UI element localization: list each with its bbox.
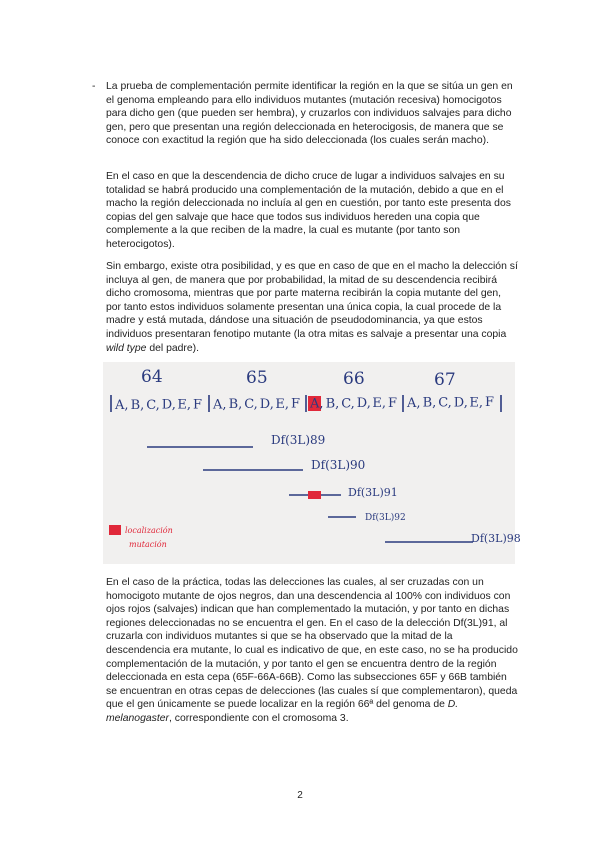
subsection-letter: D,: [259, 396, 274, 412]
species-name: D. melanogaster: [106, 699, 459, 724]
region-number-64: 64: [141, 367, 163, 387]
paragraph-text: En el caso de la práctica, todas las delecciones las cuales, al ser cruzadas con un homocigoto mutante de ojos negros, dan una descendencia al 100% con individuos con ojos rojos (salvajes) indican que han complementado la mutación, y por tanto en dichas regiones deleccionadas no se encuentra el gen. En el caso de la delección Df(3L)91, al cruzarla con individuos mutantes si que se ha observado que la mitad de la descendencia era mutante, lo cual es indicativo de que, en este caso, no se ha producido complementación de la mutación, y por tanto el gen se encuentra dentro de la región deleccionada en esta cepa (65F-66A-66B). Como las subsecciones 65F y 66B también se encuentran en otras cepas de delecciones (las cuales sí que complementaron), queda que el gen únicamente se puede localizar en la región 66ª del genoma de: [106, 577, 518, 711]
bullet-marker: -: [92, 81, 96, 92]
paragraph-wild-type-offspring: En el caso en que la descendencia de dicho cruce de lugar a individuos salvajes en su totalidad se habrá producido una complementación de la mutación, debido a que en el macho la región deleccionada no incluía al gen en cuestión, por tanto este presenta dos copias del gen salvaje que hace que todos sus individuos hereden una copia que complemente a la que reciben de la madre, la cual es mutante (por tanto son heterocigotos).: [106, 171, 511, 250]
subsection-letter: D,: [453, 395, 468, 411]
deletion-label-91: Df(3L)91: [348, 486, 398, 499]
paragraph-complementation-test: La prueba de complementación permite identificar la región en la que se sitúa un gen en el genoma empleando para ello individuos mutantes (mutación recesiva) homocigotos para dicho gen (que pueden ser hembra), y cruzarlos con individuos salvajes para dicho gen, pero que presentan una región deleccionada en heterocigosis, de manera que se conoce con exactitud la región que ha sido deleccionada (los cuales serán macho).: [106, 81, 513, 147]
region-number-65: 65: [246, 368, 268, 388]
subsection-letter: B,: [130, 397, 145, 413]
legend-swatch: [109, 525, 121, 535]
subsection-letter: A,: [407, 395, 421, 411]
deletion-label-92: Df(3L)92: [365, 513, 406, 523]
subsection-letter: E,: [372, 396, 387, 412]
paragraph-text: Sin embargo, existe otra posibilidad, y es que en caso de que en el macho la delección sí incluya al gen, de manera que por probabilidad, la mitad de su descendencia recibirá dicho cromosoma, mientras que por parte materna recibirán la copia mutante del gen, por tanto estos individuos solamente presentan una única copia, la cual procede de la madre y está mutada, dándose una situación de pseudodominancia, ya que estos individuos presentaran fenotipo mutante (la otra mitas es salvaje a presentar una copia: [106, 261, 518, 340]
subsection-letter: F: [388, 395, 398, 411]
deletion-label-90: Df(3L)90: [311, 458, 366, 472]
subsection-letter: F: [485, 395, 495, 411]
subsection-letter: C,: [438, 395, 452, 411]
paragraph-practice-results: [106, 576, 518, 726]
region-number-66: 66: [343, 369, 365, 389]
subsection-letter: F: [193, 397, 203, 413]
subsection-letter: C,: [244, 397, 258, 413]
paragraph-text: , correspondiente con el cromosoma 3.: [168, 712, 349, 724]
subsection-letter: B,: [422, 395, 437, 411]
legend-label: localización: [125, 526, 173, 535]
paragraph-text: del padre).: [146, 342, 199, 354]
subsection-letter: C,: [146, 397, 160, 413]
subsection-letter: C,: [341, 396, 355, 412]
subsection-letter: E,: [469, 395, 484, 411]
italic-term: wild type: [106, 342, 147, 354]
deletion-map-drawing: [103, 362, 521, 564]
subsection-letter: F: [291, 396, 301, 412]
subsection-letter: A,: [310, 396, 324, 412]
legend-label: mutación: [129, 540, 167, 549]
subsection-letter: E,: [177, 397, 192, 413]
deletion-label-89: Df(3L)89: [271, 433, 326, 447]
subsection-letters: [114, 395, 494, 413]
page-number: 2: [297, 790, 303, 801]
subsection-letter: D,: [356, 396, 371, 412]
subsection-letter: A,: [213, 397, 227, 413]
paragraph-pseudodominance: [106, 260, 518, 355]
region-number-67: 67: [434, 370, 456, 390]
subsection-letter: A,: [115, 398, 129, 413]
subsection-letter: E,: [275, 396, 290, 412]
subsection-letter: B,: [228, 397, 243, 413]
deletion-label-98: Df(3L)98: [471, 532, 521, 545]
deletion-map-photo: [103, 362, 521, 564]
deletion-91-mutation-mark: [308, 491, 321, 499]
subsection-letter: B,: [325, 396, 340, 412]
subsection-letter: D,: [161, 397, 176, 413]
